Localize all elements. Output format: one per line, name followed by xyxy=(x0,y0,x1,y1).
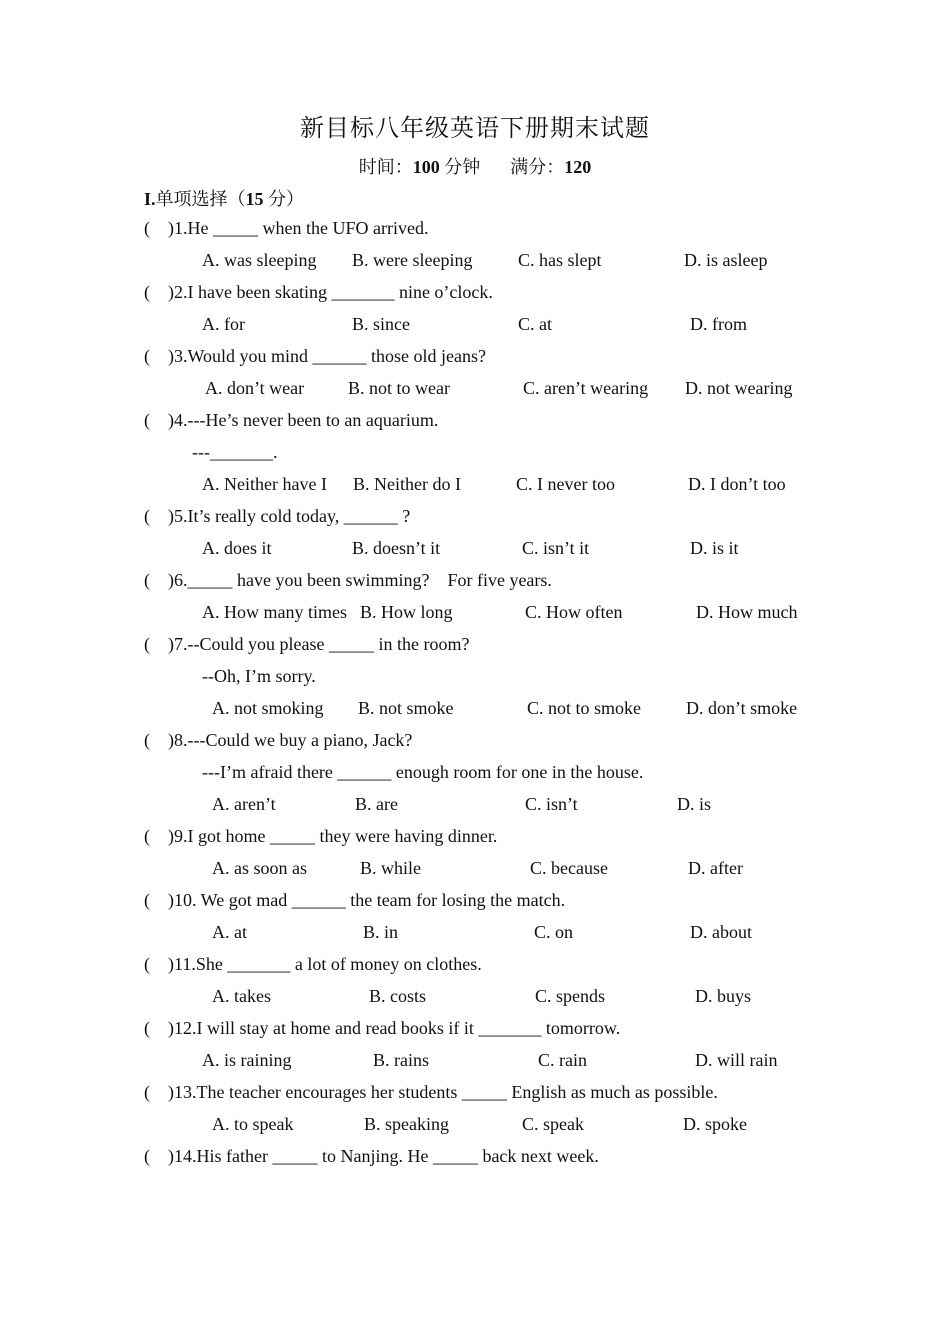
question-4-option-c: C. I never too xyxy=(516,474,615,494)
question-text: )9.I got home _____ they were having dinner. xyxy=(168,826,498,846)
question-text: )3.Would you mind ______ those old jeans? xyxy=(168,346,487,366)
question-3-option-a: A. don’t wear xyxy=(205,378,305,398)
question-8-option-c: C. isn’t xyxy=(525,794,578,814)
answer-blank: ( xyxy=(144,570,150,590)
question-13-option-b: B. speaking xyxy=(364,1114,449,1134)
question-text: )7.--Could you please _____ in the room? xyxy=(168,634,470,654)
question-9 xyxy=(144,824,497,848)
answer-blank: ( xyxy=(144,730,150,750)
time-label: 时间： xyxy=(358,157,413,177)
question-4-option-b: B. Neither do I xyxy=(353,474,461,494)
question-14 xyxy=(144,1144,599,1168)
question-12-option-c: C. rain xyxy=(538,1050,587,1070)
question-text: )1.He _____ when the UFO arrived. xyxy=(168,218,429,238)
answer-blank: ( xyxy=(144,218,150,238)
question-10-option-a: A. at xyxy=(212,922,247,942)
time-value: 100 xyxy=(412,157,440,177)
answer-blank: ( xyxy=(144,890,150,910)
question-10-option-b: B. in xyxy=(363,922,399,942)
page-title: 新目标八年级英语下册期末试题 xyxy=(300,116,650,142)
question-12 xyxy=(144,1016,620,1040)
answer-blank: ( xyxy=(144,410,150,430)
question-3-option-b: B. not to wear xyxy=(348,378,450,398)
question-8 xyxy=(144,728,412,752)
exam-info xyxy=(0,153,950,179)
question-text: )2.I have been skating _______ nine o’clock. xyxy=(168,282,493,302)
question-5-option-d: D. is it xyxy=(690,538,739,558)
question-5 xyxy=(144,504,410,528)
question-9-option-a: A. as soon as xyxy=(212,858,307,878)
question-text: )10. We got mad ______ the team for losing the match. xyxy=(168,890,566,910)
question-2 xyxy=(144,280,493,304)
answer-blank: ( xyxy=(144,506,150,526)
question-13 xyxy=(144,1080,718,1104)
question-11-option-a: A. takes xyxy=(212,986,271,1006)
section-roman: I. xyxy=(144,189,156,209)
question-4-option-d: D. I don’t too xyxy=(688,474,786,494)
question-7-option-c: C. not to smoke xyxy=(527,698,642,718)
question-13-option-a: A. to speak xyxy=(212,1114,294,1134)
question-2-option-b: B. since xyxy=(352,314,410,334)
score-label: 满分： xyxy=(510,157,565,177)
section-heading xyxy=(144,185,304,211)
question-7-option-d: D. don’t smoke xyxy=(686,698,798,718)
question-13-option-d: D. spoke xyxy=(683,1114,747,1134)
section-name: 单项选择（ xyxy=(155,189,246,209)
answer-blank: ( xyxy=(144,1146,150,1166)
section-points: 15 xyxy=(245,189,264,209)
question-11-option-d: D. buys xyxy=(695,986,752,1006)
question-2-option-a: A. for xyxy=(202,314,245,334)
question-text: )11.She _______ a lot of money on clothes. xyxy=(168,954,482,974)
question-11 xyxy=(144,952,482,976)
question-7-option-b: B. not smoke xyxy=(358,698,454,718)
question-4-option-a: A. Neither have I xyxy=(202,474,327,494)
answer-blank: ( xyxy=(144,826,150,846)
question-8-dialogue: ---I’m afraid there ______ enough room for one in the house. xyxy=(202,762,644,782)
question-8-option-d: D. is xyxy=(677,794,712,814)
question-7-dialogue: --Oh, I’m sorry. xyxy=(202,666,316,686)
question-9-option-d: D. after xyxy=(688,858,743,878)
question-11-option-c: C. spends xyxy=(535,986,606,1006)
question-6-option-c: C. How often xyxy=(525,602,623,622)
answer-blank: ( xyxy=(144,1018,150,1038)
question-2-option-c: C. at xyxy=(518,314,552,334)
score-value: 120 xyxy=(564,157,592,177)
question-4-dialogue: ---_______. xyxy=(192,442,278,462)
question-6-option-b: B. How long xyxy=(360,602,453,622)
question-10-option-d: D. about xyxy=(690,922,752,942)
time-unit: 分钟 xyxy=(439,157,481,177)
question-9-option-c: C. because xyxy=(530,858,608,878)
question-3-option-d: D. not wearing xyxy=(685,378,793,398)
answer-blank: ( xyxy=(144,1082,150,1102)
question-13-option-c: C. speak xyxy=(522,1114,584,1134)
question-text: )12.I will stay at home and read books if it _______ tomorrow. xyxy=(168,1018,621,1038)
question-10-option-c: C. on xyxy=(534,922,574,942)
question-3-option-c: C. aren’t wearing xyxy=(523,378,649,398)
question-text: )14.His father _____ to Nanjing. He _____ back next week. xyxy=(168,1146,599,1166)
question-10 xyxy=(144,888,565,912)
question-5-option-b: B. doesn’t it xyxy=(352,538,441,558)
question-12-option-d: D. will rain xyxy=(695,1050,778,1070)
question-7-option-a: A. not smoking xyxy=(212,698,324,718)
question-3 xyxy=(144,344,486,368)
question-8-option-b: B. are xyxy=(355,794,398,814)
question-6-option-d: D. How much xyxy=(696,602,798,622)
question-text: )4.---He’s never been to an aquarium. xyxy=(168,410,439,430)
question-5-option-c: C. isn’t it xyxy=(522,538,590,558)
question-text: )8.---Could we buy a piano, Jack? xyxy=(168,730,413,750)
question-4 xyxy=(144,408,438,432)
answer-blank: ( xyxy=(144,954,150,974)
question-9-option-b: B. while xyxy=(360,858,421,878)
question-2-option-d: D. from xyxy=(690,314,747,334)
question-12-option-b: B. rains xyxy=(373,1050,429,1070)
question-1-option-b: B. were sleeping xyxy=(352,250,473,270)
question-11-option-b: B. costs xyxy=(369,986,427,1006)
question-text: )13.The teacher encourages her students _____ English as much as possible. xyxy=(168,1082,718,1102)
question-1-option-a: A. was sleeping xyxy=(202,250,317,270)
question-6-option-a: A. How many times xyxy=(202,602,347,622)
question-6 xyxy=(144,568,552,592)
question-1 xyxy=(144,216,428,240)
answer-blank: ( xyxy=(144,634,150,654)
question-text: )5.It’s really cold today, ______ ? xyxy=(168,506,411,526)
question-text: )6._____ have you been swimming? For five years. xyxy=(168,570,552,590)
answer-blank: ( xyxy=(144,346,150,366)
answer-blank: ( xyxy=(144,282,150,302)
question-1-option-d: D. is asleep xyxy=(684,250,768,270)
question-7 xyxy=(144,632,469,656)
section-unit: 分） xyxy=(263,189,305,209)
question-8-option-a: A. aren’t xyxy=(212,794,276,814)
question-1-option-c: C. has slept xyxy=(518,250,602,270)
question-12-option-a: A. is raining xyxy=(202,1050,292,1070)
question-5-option-a: A. does it xyxy=(202,538,272,558)
